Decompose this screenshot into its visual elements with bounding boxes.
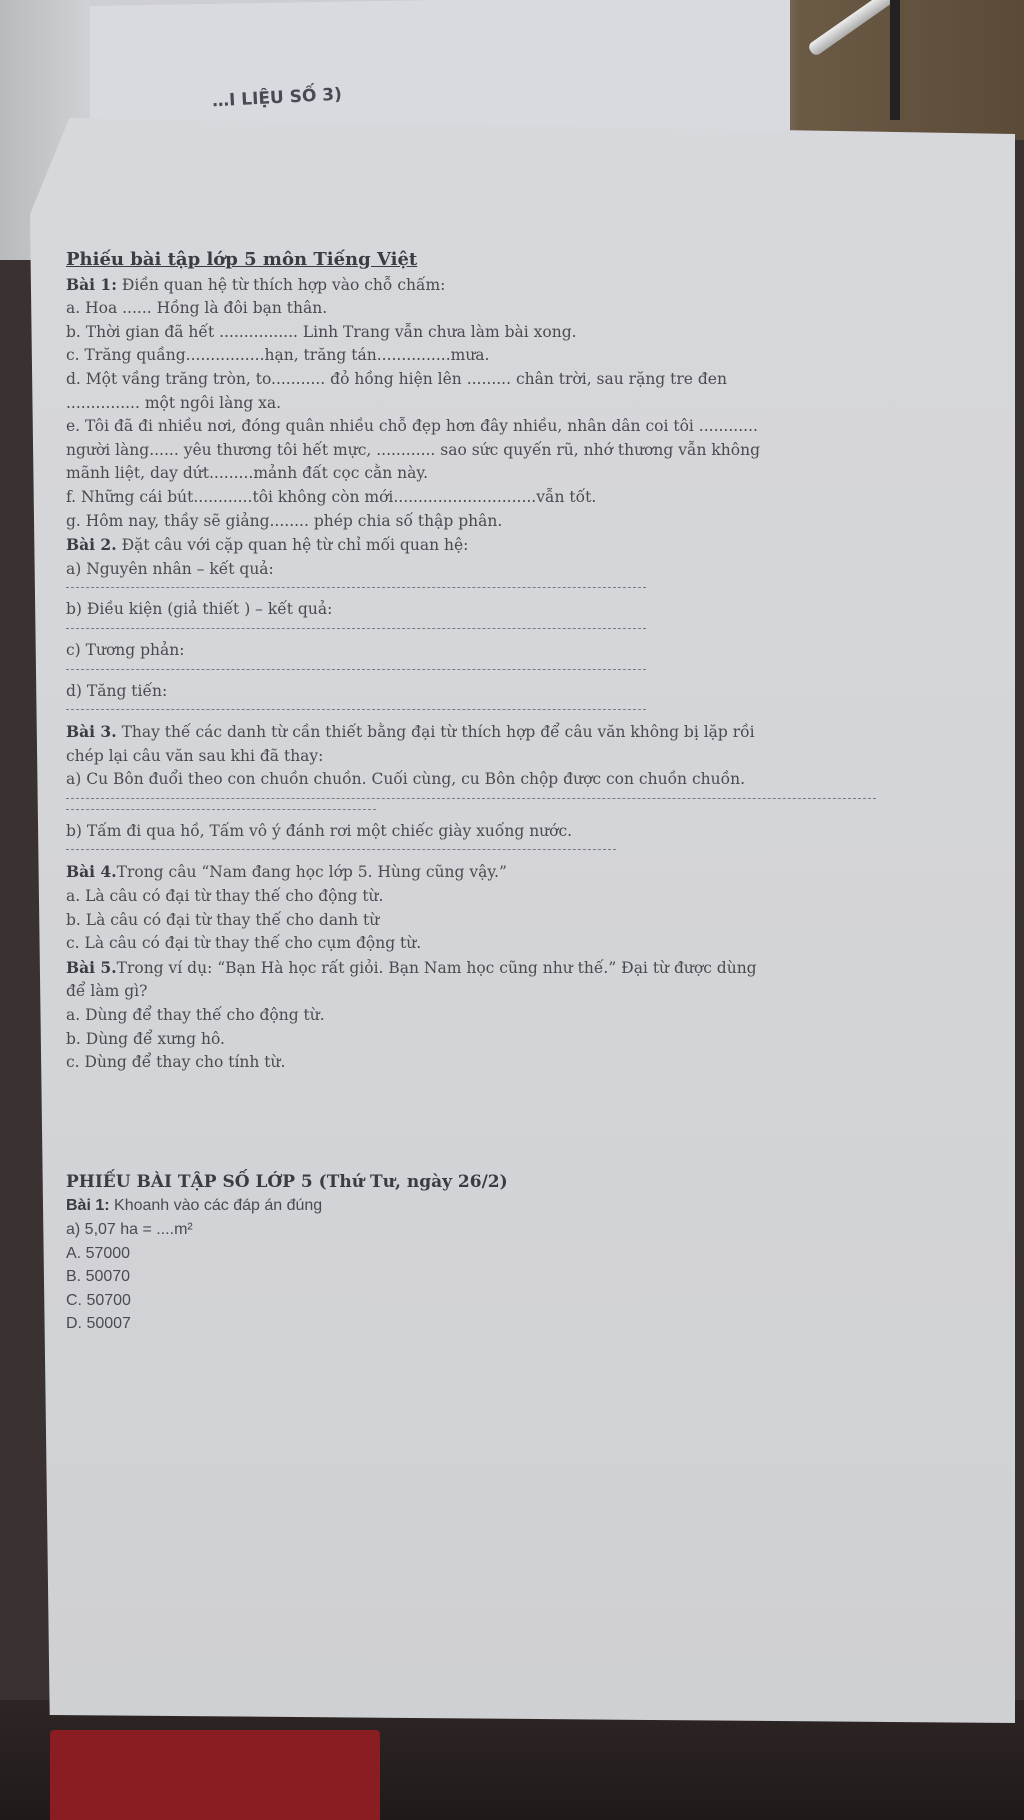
bai1-item: mãnh liệt, day dứt.........mảnh đất cọc cằn này. <box>66 464 429 483</box>
bai1-item: ............... một ngôi làng xa. <box>66 393 282 412</box>
bai2-item: c) Tương phản: <box>66 640 185 659</box>
bai1-item: c. Trăng quầng................hạn, trăng tán...............mưa. <box>66 346 490 365</box>
answer-line <box>66 628 646 629</box>
bai5-question: Trong ví dụ: “Bạn Hà học rất giỏi. Bạn Nam học cũng như thế.” Đại từ được dùng <box>116 958 757 977</box>
spacer <box>66 1075 906 1171</box>
answer-line <box>66 849 616 850</box>
bai1-heading <box>66 273 906 298</box>
pen-object-dark <box>890 0 900 120</box>
bai2-item: a) Nguyên nhân – kết quả: <box>66 559 274 578</box>
bai1-item: a. Hoa ...... Hồng là đôi bạn thân. <box>66 299 328 318</box>
bai4-option: c. Là câu có đại từ thay thế cho cụm động từ. <box>66 934 422 953</box>
ws2-bai1-heading <box>66 1194 906 1218</box>
ws2-option: B. 50070 <box>66 1268 131 1286</box>
red-object <box>50 1730 380 1820</box>
bai3-label: Bài 3. <box>66 722 117 742</box>
bai3-instruction: Thay thế các danh từ cần thiết bằng đại từ thích hợp để câu văn không bị lặp rồi <box>121 723 755 742</box>
bai2-heading <box>66 533 906 558</box>
bai1-item: f. Những cái bút............tôi không còn mới.............................vẫn tốt. <box>66 487 597 506</box>
ws2-option: A. 57000 <box>66 1244 131 1262</box>
bai1-item: g. Hôm nay, thầy sẽ giảng........ phép chia số thập phân. <box>66 511 503 530</box>
worksheet-content <box>66 248 906 1336</box>
bai1-item: người làng...... yêu thương tôi hết mực, ............ sao sức quyến rũ, nhớ thương vẫn không <box>66 440 760 459</box>
ws2-option: D. 50007 <box>66 1315 131 1333</box>
bai1-item: d. Một vầng trăng tròn, to........... đỏ hồng hiện lên ......... chân trời, sau rặng tre đen <box>66 369 727 388</box>
bai1-instruction: Điền quan hệ từ thích hợp vào chỗ chấm: <box>121 275 446 294</box>
worksheet-title: Phiếu bài tập lớp 5 môn Tiếng Việt <box>66 249 418 270</box>
answer-line <box>66 809 376 810</box>
bai4-option: a. Là câu có đại từ thay thế cho động từ. <box>66 887 384 906</box>
bai4-option: b. Là câu có đại từ thay thế cho danh từ <box>66 910 380 929</box>
bai5-label: Bài 5. <box>66 957 117 977</box>
worksheet2-title: PHIẾU BÀI TẬP SỐ LỚP 5 (Thứ Tư, ngày 26/2) <box>66 1171 508 1192</box>
bai4-question: Trong câu “Nam đang học lớp 5. Hùng cũng vậy.” <box>116 863 507 882</box>
bai2-label: Bài 2. <box>66 535 117 555</box>
bai5-heading <box>66 956 906 981</box>
bai5-option: b. Dùng để xưng hô. <box>66 1029 225 1048</box>
answer-line <box>66 798 876 799</box>
bai2-item: b) Điều kiện (giả thiết ) – kết quả: <box>66 600 333 619</box>
bai4-label: Bài 4. <box>66 862 117 882</box>
bai4-heading <box>66 860 906 885</box>
bai2-item: d) Tăng tiến: <box>66 681 168 700</box>
back-sheet-header: …I LIỆU SỐ 3) <box>211 84 343 112</box>
bai3-heading <box>66 720 906 745</box>
bai5-option: c. Dùng để thay cho tính từ. <box>66 1053 286 1072</box>
bai3-item-a: a) Cu Bôn đuổi theo con chuồn chuồn. Cuối cùng, cu Bôn chộp được con chuồn chuồn. <box>66 770 746 789</box>
ws2-bai1-instruction: Khoanh vào các đáp án đúng <box>114 1197 323 1215</box>
bai1-item: b. Thời gian đã hết ................ Linh Trang vẫn chưa làm bài xong. <box>66 322 577 341</box>
answer-line <box>66 669 646 670</box>
ws2-option: C. 50700 <box>66 1291 131 1309</box>
answer-line <box>66 709 646 710</box>
bai1-item: e. Tôi đã đi nhiều nơi, đóng quân nhiều chỗ đẹp hơn đây nhiều, nhân dân coi tôi ............ <box>66 417 758 436</box>
bai1-label: Bài 1: <box>66 274 117 294</box>
ws2-question: a) 5,07 ha = ....m² <box>66 1221 193 1238</box>
bai5-option: a. Dùng để thay thế cho động từ. <box>66 1006 325 1025</box>
ws2-bai1-label: Bài 1: <box>66 1197 110 1215</box>
bai2-instruction: Đặt câu với cặp quan hệ từ chỉ mối quan hệ: <box>121 536 469 555</box>
answer-line <box>66 587 646 588</box>
bai3-instruction-cont: chép lại câu văn sau khi đã thay: <box>66 746 324 765</box>
bai5-question-cont: để làm gì? <box>66 982 148 1001</box>
bai3-item-b: b) Tấm đi qua hồ, Tấm vô ý đánh rơi một chiếc giày xuống nước. <box>66 821 573 840</box>
